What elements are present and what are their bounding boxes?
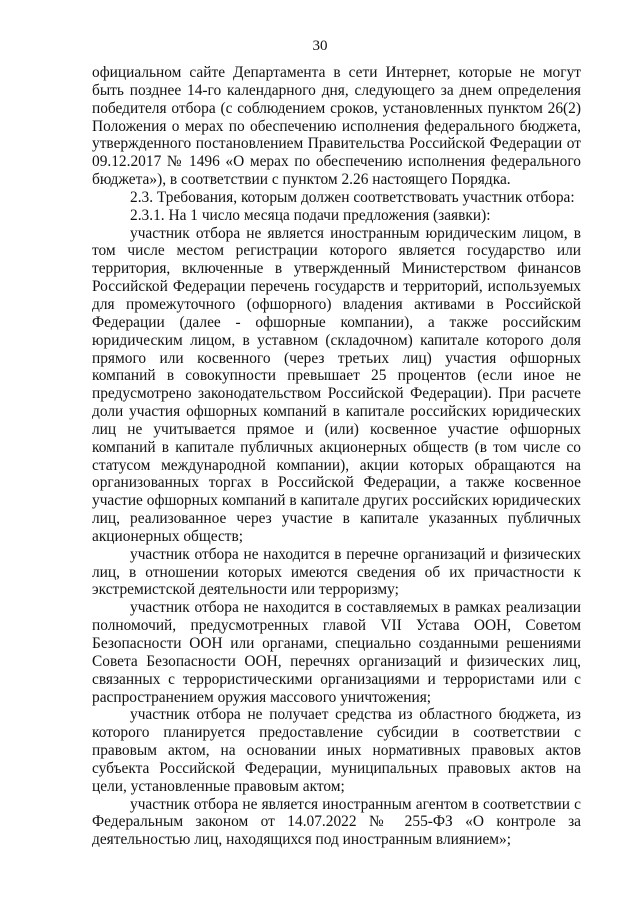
paragraph-foreign-agent-requirement: участник отбора не является иностранным агентом в соответствии с Федеральным законом от 14.07.2022 № 255-ФЗ «О контроле за деятельностью лиц, находящихся под иностранным влиянием»; [92,795,581,849]
paragraph-section-2-3: 2.3. Требования, которым должен соответствовать участник отбора: [130,188,575,206]
paragraph-extremism-requirement: участник отбора не находится в перечне организаций и физических лиц, в отношении которых имеются сведения об их причастности к экстремистской деятельности или терроризму; [92,545,581,599]
body-text [92,64,581,849]
paragraph-un-sanctions-requirement: участник отбора не находится в составляемых в рамках реализации полномочий, предусмотренных главой VII Устава ООН, Советом Безопасности ООН или органами, специально созданными решениями Совета Безопасности ООН, перечнях организаций и физических лиц, связанных с террористическими организациями и террористами или с распространением оружия массового уничтожения; [92,599,581,706]
paragraph-budget-funds-requirement: участник отбора не получает средства из областного бюджета, из которого планируется предоставление субсидии в соответствии с правовым актом, на основании иных нормативных правовых актов субъекта Российской Федерации, муниципальных правовых актов на цели, установленные правовым актом; [92,706,581,795]
page-number: 30 [312,38,328,54]
paragraph-continuation: официальном сайте Департамента в сети Интернет, которые не могут быть позднее 14-го календарного дня, следующего за днем определения победителя отбора (с соблюдением сроков, установленных пунктом 26(2) Положения о мерах по обеспечению исполнения федерального бюджета, утвержденного постановлением Правительства Российской Федерации от 09.12.2017 № 1496 «О мерах по обеспечению исполнения федерального бюджета»), в соответствии с пунктом 2.26 настоящего Порядка. [92,64,581,189]
paragraph-section-2-3-1: 2.3.1. На 1 число месяца подачи предложения (заявки): [130,206,491,224]
paragraph-offshore-requirement: участник отбора не является иностранным юридическим лицом, в том числе местом регистрации которого является государство или территория, включенные в утвержденный Министерством финансов Российской Федерации перечень государств и территорий, используемых для промежуточного (офшорного) владения активами в Российской Федерации (далее - офшорные компании), а также российским юридическим лицом, в уставном (складочном) капитале которого доля прямого или косвенного (через третьих лиц) участия офшорных компаний в совокупности превышает 25 процентов (если иное не предусмотрено законодательством Российской Федерации). При расчете доли участия офшорных компаний в капитале российских юридических лиц не учитывается прямое и (или) косвенное участие офшорных компаний в капитале публичных акционерных обществ (в том числе со статусом международной компании), акции которых обращаются на организованных торгах в Российской Федерации, а также косвенное участие офшорных компаний в капитале других российских юридических лиц, реализованное через участие в капитале указанных публичных акционерных обществ; [92,224,581,545]
